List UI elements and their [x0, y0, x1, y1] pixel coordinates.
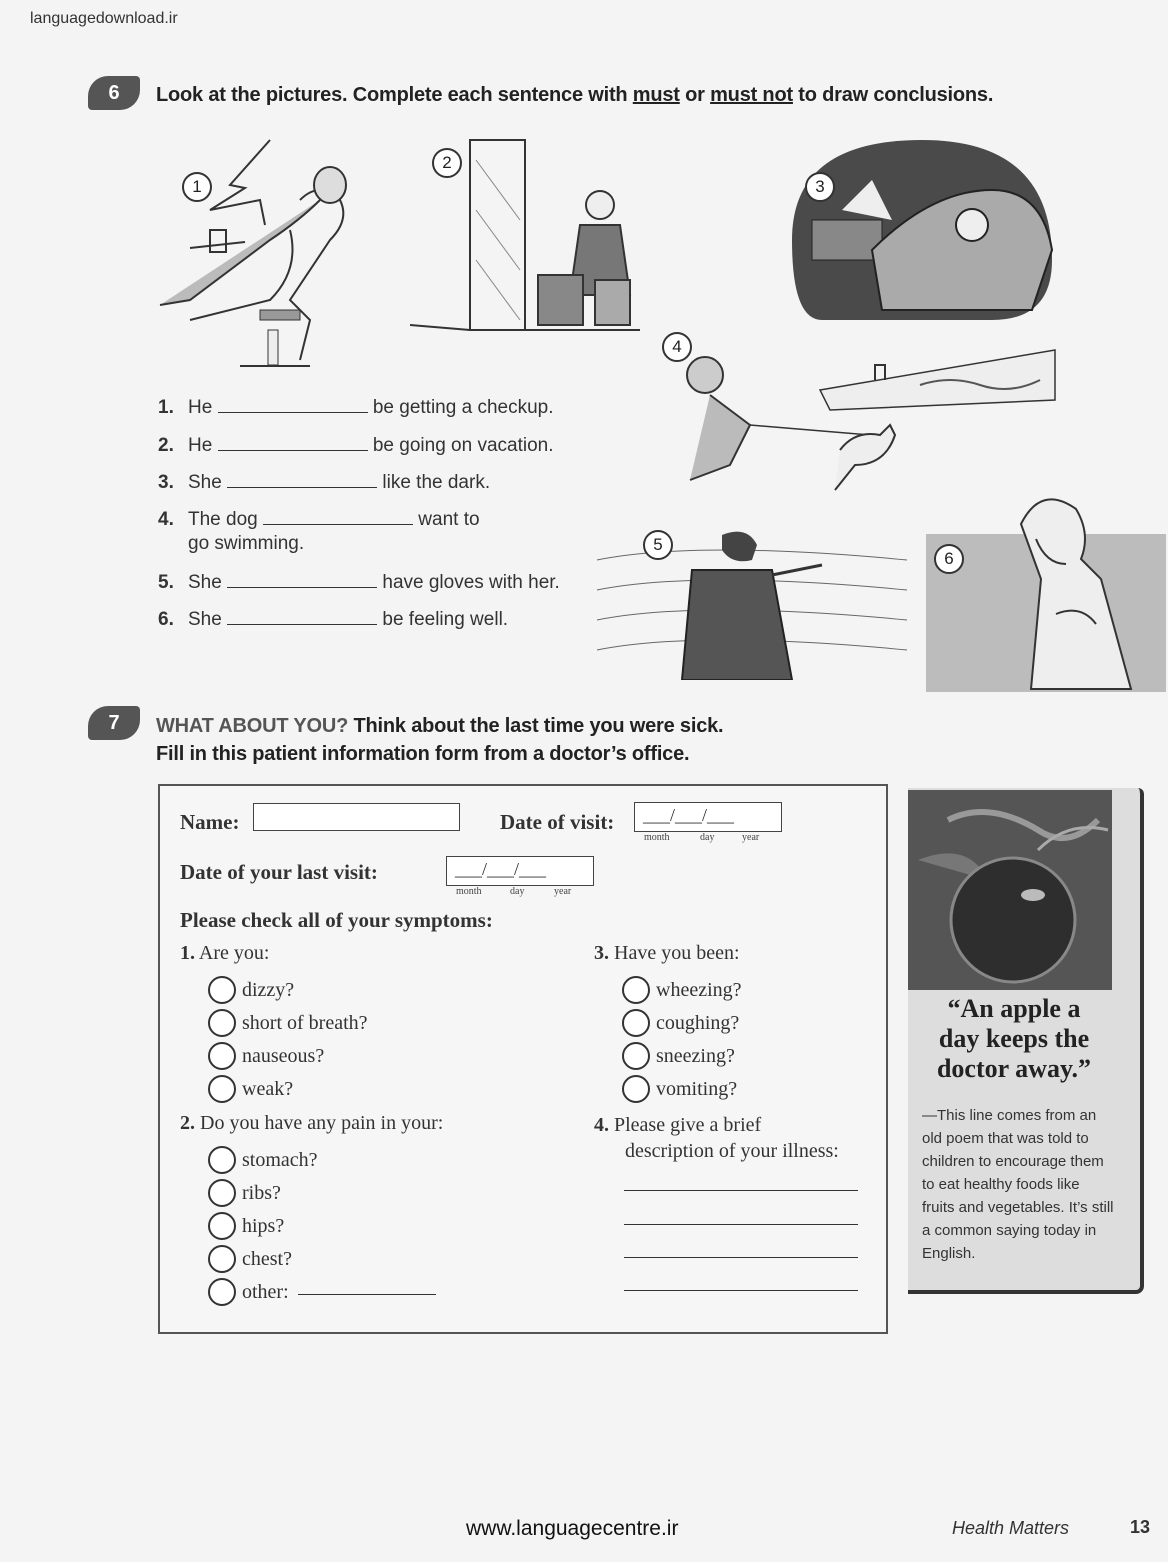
picture-1-dentist [150, 130, 370, 370]
sentence-3: 3. She like the dark. [158, 472, 491, 493]
picture-5-label: 5 [643, 530, 673, 560]
date-of-visit-input[interactable]: ___/___/___ [634, 802, 782, 832]
picture-1-label: 1 [182, 172, 212, 202]
picture-6-label: 6 [934, 544, 964, 574]
radio-circle[interactable] [208, 1042, 236, 1070]
exercise-7-badge: 7 [88, 706, 140, 740]
what-about-you-label: WHAT ABOUT YOU? [156, 715, 349, 737]
site-watermark: languagedownload.ir [30, 10, 178, 27]
option-dizzy[interactable]: dizzy? [208, 976, 294, 1004]
other-input-line[interactable] [298, 1294, 436, 1295]
question-3: 3. Have you been: [594, 942, 740, 964]
radio-circle[interactable] [208, 1212, 236, 1240]
sentence-1: 1. He be getting a checkup. [158, 397, 554, 418]
picture-4-dog-pool [660, 340, 1060, 500]
picture-5-woman-in-wind [592, 520, 912, 680]
option-coughing[interactable]: coughing? [622, 1009, 739, 1037]
blank-5[interactable] [227, 571, 377, 588]
radio-circle[interactable] [208, 1278, 236, 1306]
footer-section: Health Matters [952, 1518, 1070, 1538]
option-other[interactable]: other: [208, 1278, 289, 1306]
option-vomiting[interactable]: vomiting? [622, 1075, 737, 1103]
option-ribs[interactable]: ribs? [208, 1179, 281, 1207]
blank-4[interactable] [263, 508, 413, 525]
radio-circle[interactable] [208, 1075, 236, 1103]
sentence-2: 2. He be going on vacation. [158, 435, 554, 456]
picture-3-label: 3 [805, 172, 835, 202]
apple-photo [908, 790, 1112, 990]
sentence-4: 4. The dog want to go swimming. [158, 509, 480, 554]
footer-url: www.languagecentre.ir [466, 1517, 679, 1540]
exercise-7-title: WHAT ABOUT YOU? Think about the last time you were sick. Fill in this patient information form from a doctor’s office. [156, 715, 724, 765]
radio-circle[interactable] [208, 1009, 236, 1037]
radio-circle[interactable] [208, 1179, 236, 1207]
option-wheezing[interactable]: wheezing? [622, 976, 742, 1004]
radio-circle[interactable] [208, 976, 236, 1004]
radio-circle[interactable] [622, 1042, 650, 1070]
sentence-6: 6. She be feeling well. [158, 609, 509, 630]
must-keyword: must [632, 84, 680, 106]
blank-6[interactable] [227, 608, 377, 625]
picture-3-woman-in-bed [782, 130, 1062, 330]
illness-line-3[interactable] [624, 1257, 858, 1258]
illness-line-4[interactable] [624, 1290, 858, 1291]
name-label: Name: [180, 810, 240, 834]
radio-circle[interactable] [208, 1245, 236, 1273]
blank-1[interactable] [218, 396, 368, 413]
date-of-visit-label: Date of visit: [500, 810, 615, 834]
question-2: 2. Do you have any pain in your: [180, 1112, 444, 1134]
picture-2-label: 2 [432, 148, 462, 178]
option-hips[interactable]: hips? [208, 1212, 284, 1240]
radio-circle[interactable] [622, 976, 650, 1004]
exercise-6-title: Look at the pictures. Complete each sentence with must or must not to draw conclusions. [156, 84, 994, 106]
blank-2[interactable] [218, 434, 368, 451]
blank-3[interactable] [227, 471, 377, 488]
apple-note: —This line comes from an old poem that was told to children to encourage them to eat healthy foods like fruits and vegetables. It’s still a common saying today in English. [922, 1107, 1114, 1262]
sentence-5: 5. She have gloves with her. [158, 572, 560, 593]
must-not-keyword: must not [710, 84, 793, 106]
exercise-6-badge: 6 [88, 76, 140, 110]
radio-circle[interactable] [622, 1009, 650, 1037]
option-short-of-breath[interactable]: short of breath? [208, 1009, 368, 1037]
illness-line-1[interactable] [624, 1190, 858, 1191]
question-1: 1. Are you: [180, 942, 270, 964]
option-stomach[interactable]: stomach? [208, 1146, 318, 1174]
radio-circle[interactable] [622, 1075, 650, 1103]
symptoms-label: Please check all of your symptoms: [180, 908, 493, 932]
question-4: 4. Please give a brief description of your illness: [594, 1114, 839, 1162]
last-visit-label: Date of your last visit: [180, 860, 378, 884]
option-weak[interactable]: weak? [208, 1075, 293, 1103]
page-number: 13 [1130, 1517, 1151, 1537]
option-chest[interactable]: chest? [208, 1245, 292, 1273]
illness-line-2[interactable] [624, 1224, 858, 1225]
apple-quote: “An apple a day keeps the doctor away.” [936, 994, 1092, 1083]
name-input[interactable] [253, 803, 460, 831]
picture-6-sick-woman [926, 484, 1166, 694]
option-nauseous[interactable]: nauseous? [208, 1042, 324, 1070]
last-visit-input[interactable]: ___/___/___ [446, 856, 594, 886]
picture-4-label: 4 [662, 332, 692, 362]
option-sneezing[interactable]: sneezing? [622, 1042, 735, 1070]
radio-circle[interactable] [208, 1146, 236, 1174]
